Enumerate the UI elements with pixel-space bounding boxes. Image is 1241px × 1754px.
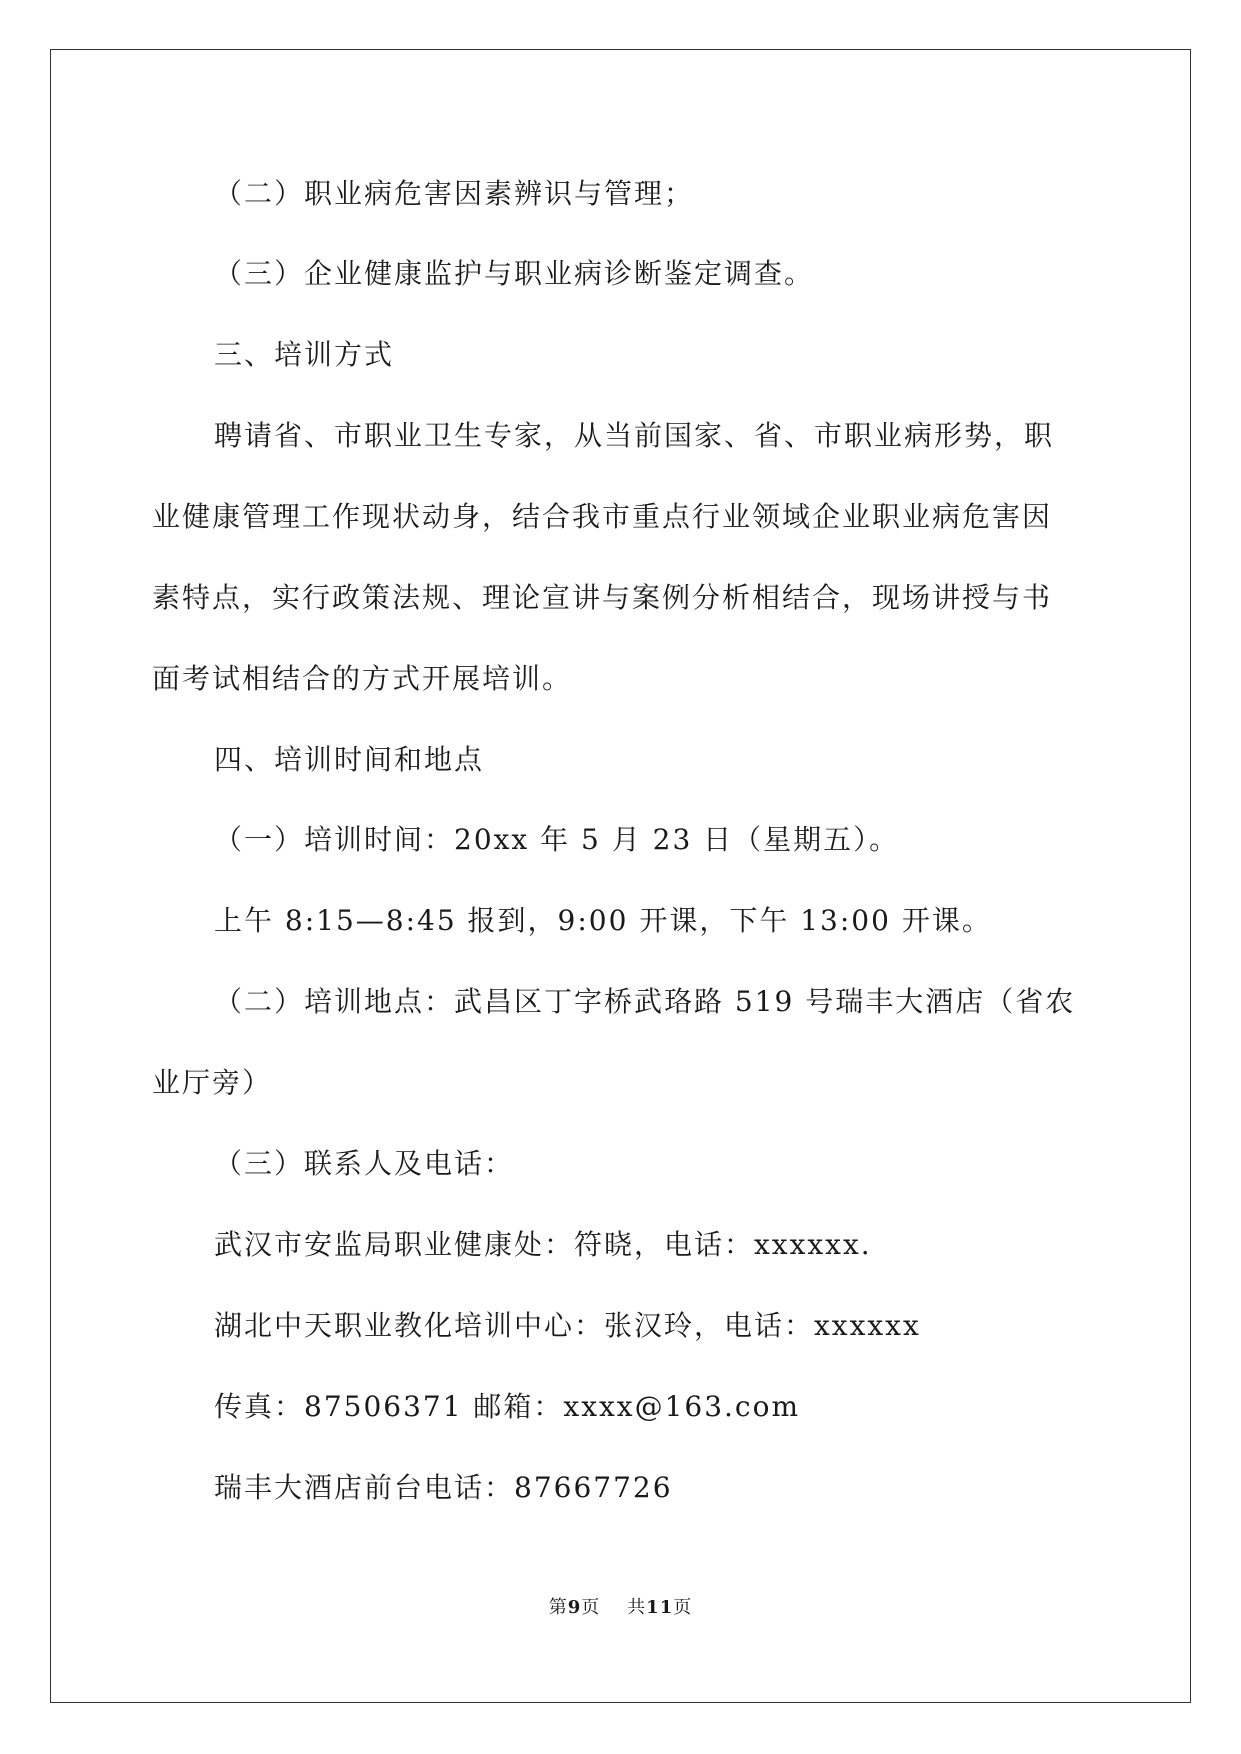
total-suffix: 页: [673, 1597, 693, 1618]
list-item-training-time: （一）培训时间：20xx 年 5 月 23 日（星期五）。: [214, 823, 900, 856]
total-prefix: 共: [627, 1597, 647, 1618]
list-item-health-monitoring: （三）企业健康监护与职业病诊断鉴定调查。: [214, 257, 815, 290]
paragraph-line: 业健康管理工作现状动身，结合我市重点行业领域企业职业病危害因: [152, 500, 1053, 533]
section-heading-training-method: 三、培训方式: [214, 338, 395, 371]
page-footer: [0, 1596, 1241, 1620]
page-border: [50, 49, 1191, 1703]
contact-line: 武汉市安监局职业健康处：符晓，电话：xxxxxx.: [214, 1228, 872, 1261]
list-item-hazard-identification: （二）职业病危害因素辨识与管理；: [214, 177, 695, 210]
contact-line: 传真：87506371 邮箱：xxxx@163.com: [214, 1390, 801, 1423]
contact-line: 湖北中天职业教化培训中心：张汉玲，电话：xxxxxx: [214, 1309, 921, 1342]
paragraph-line: 素特点，实行政策法规、理论宣讲与案例分析相结合，现场讲授与书: [152, 581, 1053, 614]
page-number: 9: [567, 1597, 582, 1618]
contact-line: 瑞丰大酒店前台电话：87667726: [214, 1471, 673, 1504]
page-prefix: 第: [548, 1597, 568, 1618]
total-pages: 11: [646, 1597, 674, 1618]
paragraph-line: 面考试相结合的方式开展培训。: [152, 662, 573, 695]
paragraph-line: 业厅旁）: [152, 1066, 273, 1099]
schedule-line: 上午 8:15—8:45 报到，9:00 开课，下午 13:00 开课。: [214, 904, 992, 937]
paragraph-line: 聘请省、市职业卫生专家，从当前国家、省、市职业病形势，职: [214, 419, 1055, 452]
section-heading-time-location: 四、培训时间和地点: [214, 743, 485, 776]
page-suffix: 页: [581, 1597, 601, 1618]
list-item-training-location: （二）培训地点：武昌区丁字桥武珞路 519 号瑞丰大酒店（省农: [214, 985, 1076, 1018]
list-item-contacts: （三）联系人及电话：: [214, 1147, 515, 1180]
